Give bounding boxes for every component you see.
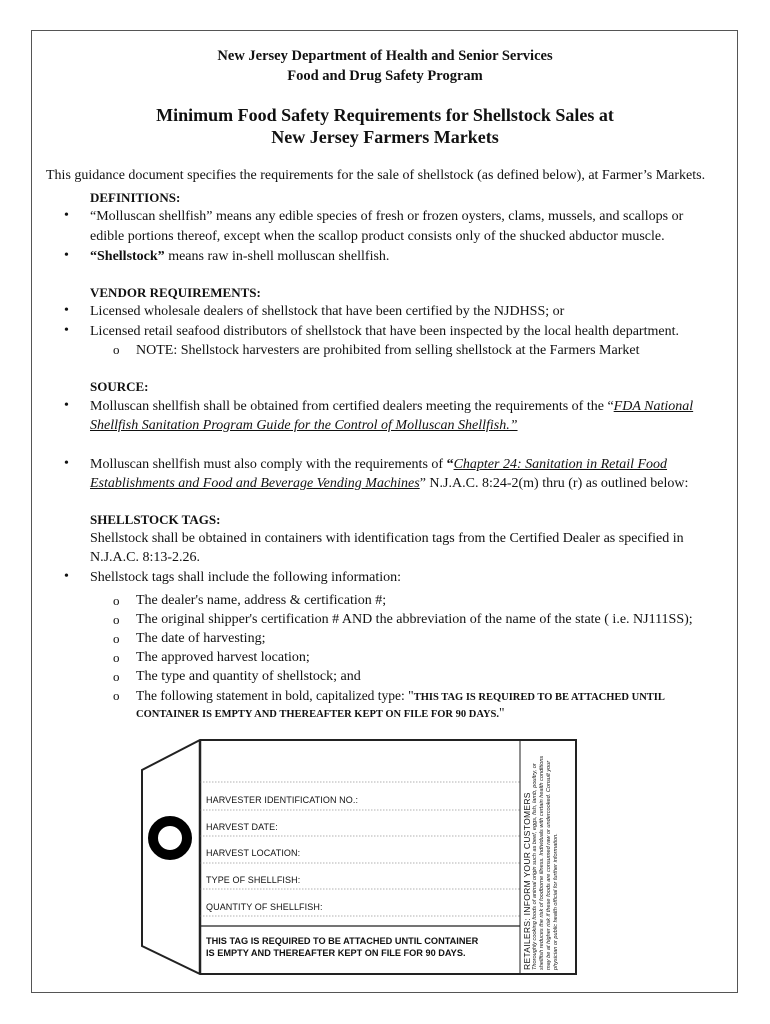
definition-molluscan-line1: “Molluscan shellfish” means any edible species of fresh or frozen oysters, clams, mussels, and scallops or xyxy=(90,209,684,224)
definition-molluscan-line2: edible portions thereof, except when the scallop product consists only of the shucked abductor muscle. xyxy=(90,229,665,244)
circle-bullet-icon: o xyxy=(113,593,120,608)
bullet-icon: • xyxy=(64,208,69,223)
source-item-2-line2 xyxy=(90,474,688,494)
tags-heading: SHELLSTOCK TAGS: xyxy=(90,512,221,527)
shellfish-type-label: TYPE OF SHELLFISH: xyxy=(206,875,301,885)
tag-item-2: The original shipper's certification # AND the abbreviation of the name of the state ( i.e. NJ111SS); xyxy=(136,612,693,627)
vendor-item-1: Licensed wholesale dealers of shellstock that have been certified by the NJDHSS; or xyxy=(90,304,565,319)
tag-item-5: The type and quantity of shellstock; and xyxy=(136,669,361,684)
source-item-2-line1 xyxy=(90,455,667,475)
document-title-line2: New Jersey Farmers Markets xyxy=(271,127,499,147)
vendor-note: NOTE: Shellstock harvesters are prohibited from selling shellstock at the Farmers Market xyxy=(136,343,640,358)
bullet-icon: • xyxy=(64,303,69,318)
shellstock-term: “Shellstock” xyxy=(90,249,165,264)
vendor-item-2: Licensed retail seafood distributors of shellstock that have been inspected by the local health department. xyxy=(90,324,679,339)
definition-shellstock xyxy=(90,247,389,267)
chapter-24-link[interactable]: Chapter 24: Sanitation in Retail Food xyxy=(453,457,668,472)
source-heading: SOURCE: xyxy=(90,379,149,394)
source-item-1-line1 xyxy=(90,397,693,417)
shellstock-tag-illustration xyxy=(140,738,578,976)
circle-bullet-icon: o xyxy=(113,688,120,703)
bullet-icon: • xyxy=(64,248,69,263)
tag-statement-bold-2: CONTAINER IS EMPTY AND THEREAFTER KEPT ON FILE FOR 90 DAYS. xyxy=(136,709,499,720)
harvest-date-label: HARVEST DATE: xyxy=(206,822,278,832)
tag-item-3: The date of harvesting; xyxy=(136,631,266,646)
vendor-heading: VENDOR REQUIREMENTS: xyxy=(90,285,261,300)
intro-text: This guidance document specifies the requirements for the sale of shellstock (as defined below), at Farmer’s Markets. xyxy=(46,168,706,183)
tag-footer-line2: IS EMPTY AND THEREAFTER KEPT ON FILE FOR 90 DAYS. xyxy=(206,948,466,958)
fda-nssp-link[interactable]: FDA National xyxy=(613,399,694,414)
bullet-icon: • xyxy=(64,456,69,471)
tag-item-6-line2 xyxy=(136,703,505,725)
tag-item-4: The approved harvest location; xyxy=(136,650,310,665)
tag-footer-line1: THIS TAG IS REQUIRED TO BE ATTACHED UNTIL CONTAINER xyxy=(206,936,479,946)
bullet-icon: • xyxy=(64,323,69,338)
agency-name: New Jersey Department of Health and Senior Services xyxy=(217,48,553,64)
circle-bullet-icon: o xyxy=(113,342,120,357)
definitions-heading: DEFINITIONS: xyxy=(90,190,181,205)
circle-bullet-icon: o xyxy=(113,631,120,646)
source-item-2-tail: ” N.J.A.C. 8:24-2(m) thru (r) as outlined below: xyxy=(419,476,689,491)
fda-nssp-link-cont[interactable]: Shellfish Sanitation Program Guide for the Control of Molluscan Shellfish.” xyxy=(90,418,518,433)
source-item-2-text: Molluscan shellfish must also comply with the requirements of xyxy=(90,457,447,472)
document-title-line1: Minimum Food Safety Requirements for Shellstock Sales at xyxy=(156,105,614,125)
bullet-icon: • xyxy=(64,569,69,584)
tag-item-1: The dealer's name, address & certification #; xyxy=(136,593,387,608)
tag-item-6-text: The following statement in bold, capitalized type: " xyxy=(136,688,414,703)
tags-paragraph-line2: N.J.A.C. 8:13-2.26. xyxy=(90,550,201,565)
tags-paragraph-line1: Shellstock shall be obtained in containers with identification tags from the Certified Dealer as specified in xyxy=(90,531,684,546)
side-body: Thoroughly cooking foods of animal origin such as beef, eggs, fish, lamb, poultry, or shellfish reduces the risk of foodborne illness. Individuals with certain health conditions may be at higher risk if these foods are consumed raw or undercooked. Consult your physician or public health official for further information. xyxy=(532,755,559,970)
circle-bullet-icon: o xyxy=(113,612,120,627)
source-item-1-line2 xyxy=(90,416,518,436)
chapter-24-link-cont[interactable]: Establishments and Food and Beverage Vending Machines xyxy=(90,476,420,491)
bullet-icon: • xyxy=(64,398,69,413)
shellstock-definition: means raw in-shell molluscan shellfish. xyxy=(164,249,390,264)
circle-bullet-icon: o xyxy=(113,669,120,684)
tag-statement-bold-1: THIS TAG IS REQUIRED TO BE ATTACHED UNTIL xyxy=(413,692,665,703)
quote-mark: “ xyxy=(446,457,454,472)
harvest-location-label: HARVEST LOCATION: xyxy=(206,848,301,858)
tag-side-panel xyxy=(522,744,574,970)
tag-item-6-tail: " xyxy=(499,705,505,720)
tags-bullet: Shellstock tags shall include the following information: xyxy=(90,570,402,585)
shellfish-quantity-label: QUANTITY OF SHELLFISH: xyxy=(206,902,323,912)
harvester-id-label: HARVESTER IDENTIFICATION NO.: xyxy=(206,795,359,805)
circle-bullet-icon: o xyxy=(113,650,120,665)
program-name: Food and Drug Safety Program xyxy=(287,68,483,84)
source-item-1-text: Molluscan shellfish shall be obtained from certified dealers meeting the requirements of the “ xyxy=(90,399,614,414)
side-heading: RETAILERS: INFORM YOUR CUSTOMERS xyxy=(522,792,532,970)
